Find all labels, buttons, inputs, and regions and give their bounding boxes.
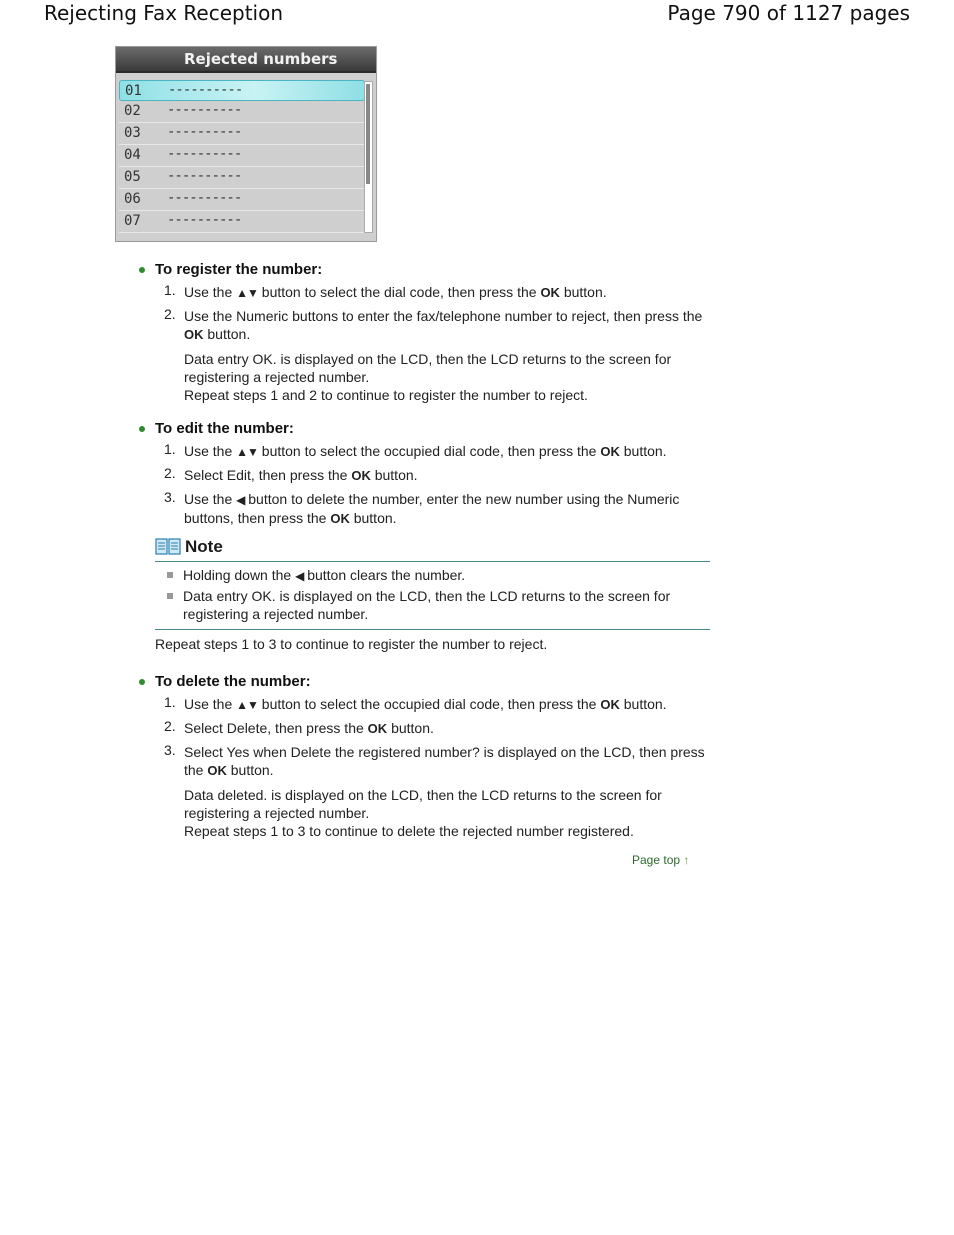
step-text: Use the	[184, 443, 233, 459]
lcd-row-number: 03	[124, 125, 141, 141]
register-result-text: Data entry OK. is displayed on the LCD, then the LCD returns to the screen for registering a rejected number.	[184, 351, 672, 385]
note-divider	[155, 561, 710, 562]
list-item	[138, 307, 718, 344]
step-text: button.	[563, 284, 607, 300]
note-heading-text: Note	[185, 537, 223, 556]
step-text: Use the Numeric buttons to enter the fax/telephone number to reject, then press the	[184, 308, 703, 324]
list-item	[155, 566, 710, 585]
lcd-row-number: 01	[125, 83, 142, 99]
lcd-row-value: ----------	[167, 168, 242, 184]
lcd-row-number: 02	[124, 103, 141, 119]
step-number: 1.	[164, 694, 176, 710]
note-text: Holding down the	[183, 567, 292, 583]
step-text: button to select the dial code, then press the	[261, 284, 537, 300]
ok-button-label: OK	[207, 763, 227, 778]
list-item	[138, 719, 718, 738]
up-down-arrow-icon: ▲▼	[236, 286, 258, 300]
lcd-screen-image	[115, 46, 377, 242]
lcd-row-number: 06	[124, 191, 141, 207]
step-text: button.	[353, 510, 397, 526]
bullet-icon	[139, 426, 145, 432]
ok-button-label: OK	[330, 511, 350, 526]
lcd-row	[119, 189, 365, 211]
register-section	[138, 261, 718, 404]
page-title: Rejecting Fax Reception	[44, 1, 284, 25]
square-bullet-icon	[167, 572, 173, 578]
register-heading	[138, 261, 718, 278]
up-down-arrow-icon: ▲▼	[236, 698, 258, 712]
step-text: button.	[623, 696, 667, 712]
note-text: button clears the number.	[307, 567, 466, 583]
step-text: button.	[207, 326, 251, 342]
up-down-arrow-icon: ▲▼	[236, 445, 258, 459]
lcd-row-value: ----------	[167, 146, 242, 162]
lcd-row-value: ----------	[167, 212, 242, 228]
register-heading-text: To register the number:	[155, 261, 323, 278]
edit-heading-text: To edit the number:	[155, 420, 294, 437]
step-number: 2.	[164, 306, 176, 322]
step-text: button to delete the number, enter the new number using the Numeric buttons, then press the	[184, 491, 680, 526]
lcd-row-value: ----------	[168, 82, 243, 98]
lcd-row	[119, 80, 365, 101]
page-counter: Page 790 of 1127 pages	[667, 1, 910, 25]
left-arrow-icon: ◀	[236, 493, 245, 507]
note-divider	[155, 629, 710, 630]
delete-heading-text: To delete the number:	[155, 673, 311, 690]
note-text: Data entry OK. is displayed on the LCD, then the LCD returns to the screen for registering a rejected number.	[183, 588, 671, 622]
bullet-icon	[139, 267, 145, 273]
step-text: button to select the occupied dial code, then press the	[261, 443, 597, 459]
note-heading	[155, 537, 710, 561]
lcd-scrollbar	[364, 81, 373, 233]
edit-repeat-text: Repeat steps 1 to 3 to continue to register the number to reject.	[155, 636, 548, 652]
square-bullet-icon	[167, 593, 173, 599]
step-text: Use the	[184, 284, 233, 300]
ok-button-label: OK	[184, 327, 204, 342]
delete-heading	[138, 673, 718, 690]
step-text: Use the	[184, 491, 233, 507]
bullet-icon	[139, 679, 145, 685]
step-number: 3.	[164, 489, 176, 505]
list-item	[138, 490, 718, 528]
lcd-row-value: ----------	[167, 102, 242, 118]
edit-heading	[138, 420, 718, 437]
lcd-row	[119, 123, 365, 145]
page-top-label[interactable]: Page top	[632, 853, 681, 867]
lcd-row-number: 07	[124, 213, 141, 229]
lcd-row	[119, 145, 365, 167]
step-text: button.	[374, 467, 418, 483]
lcd-scroll-thumb	[366, 84, 370, 184]
lcd-row-number: 04	[124, 147, 141, 163]
step-text: Select Edit, then press the	[184, 467, 348, 483]
lcd-title: Rejected numbers	[116, 47, 376, 73]
delete-repeat-text: Repeat steps 1 to 3 to continue to delete the rejected number registered.	[184, 823, 634, 839]
ok-button-label: OK	[540, 285, 560, 300]
lcd-row-value: ----------	[167, 124, 242, 140]
step-text: button.	[230, 762, 274, 778]
ok-button-label: OK	[600, 444, 620, 459]
up-arrow-icon[interactable]: ↑	[683, 853, 690, 867]
step-number: 3.	[164, 742, 176, 758]
note-box	[155, 537, 710, 630]
step-text: Use the	[184, 696, 233, 712]
step-number: 2.	[164, 465, 176, 481]
list-item	[138, 442, 718, 461]
book-icon	[155, 537, 181, 557]
step-number: 2.	[164, 718, 176, 734]
delete-section	[138, 673, 718, 840]
ok-button-label: OK	[367, 721, 388, 736]
step-text: Select Yes when Delete the registered number? is displayed on the LCD, then press the	[184, 744, 705, 778]
lcd-list	[119, 80, 365, 233]
step-text: Select Delete, then press the	[184, 720, 364, 736]
list-item	[155, 587, 710, 623]
step-text: button.	[623, 443, 667, 459]
lcd-row	[119, 211, 365, 233]
list-item	[138, 283, 718, 302]
lcd-row-number: 05	[124, 169, 141, 185]
ok-button-label: OK	[600, 697, 620, 712]
step-number: 1.	[164, 282, 176, 298]
list-item	[138, 695, 718, 714]
register-repeat-text: Repeat steps 1 and 2 to continue to register the number to reject.	[184, 387, 588, 403]
step-text: button.	[391, 720, 434, 736]
lcd-row	[119, 101, 365, 123]
step-text: button to select the occupied dial code, then press the	[261, 696, 597, 712]
list-item	[138, 466, 718, 485]
left-arrow-icon: ◀	[295, 569, 304, 583]
list-item	[138, 743, 718, 780]
step-number: 1.	[164, 441, 176, 457]
lcd-row-value: ----------	[167, 190, 242, 206]
delete-result-text: Data deleted. is displayed on the LCD, then the LCD returns to the screen for registering a rejected number.	[184, 787, 662, 821]
page-top-link[interactable]	[632, 853, 689, 867]
edit-section	[138, 420, 718, 528]
lcd-row	[119, 167, 365, 189]
ok-button-label: OK	[351, 468, 371, 483]
